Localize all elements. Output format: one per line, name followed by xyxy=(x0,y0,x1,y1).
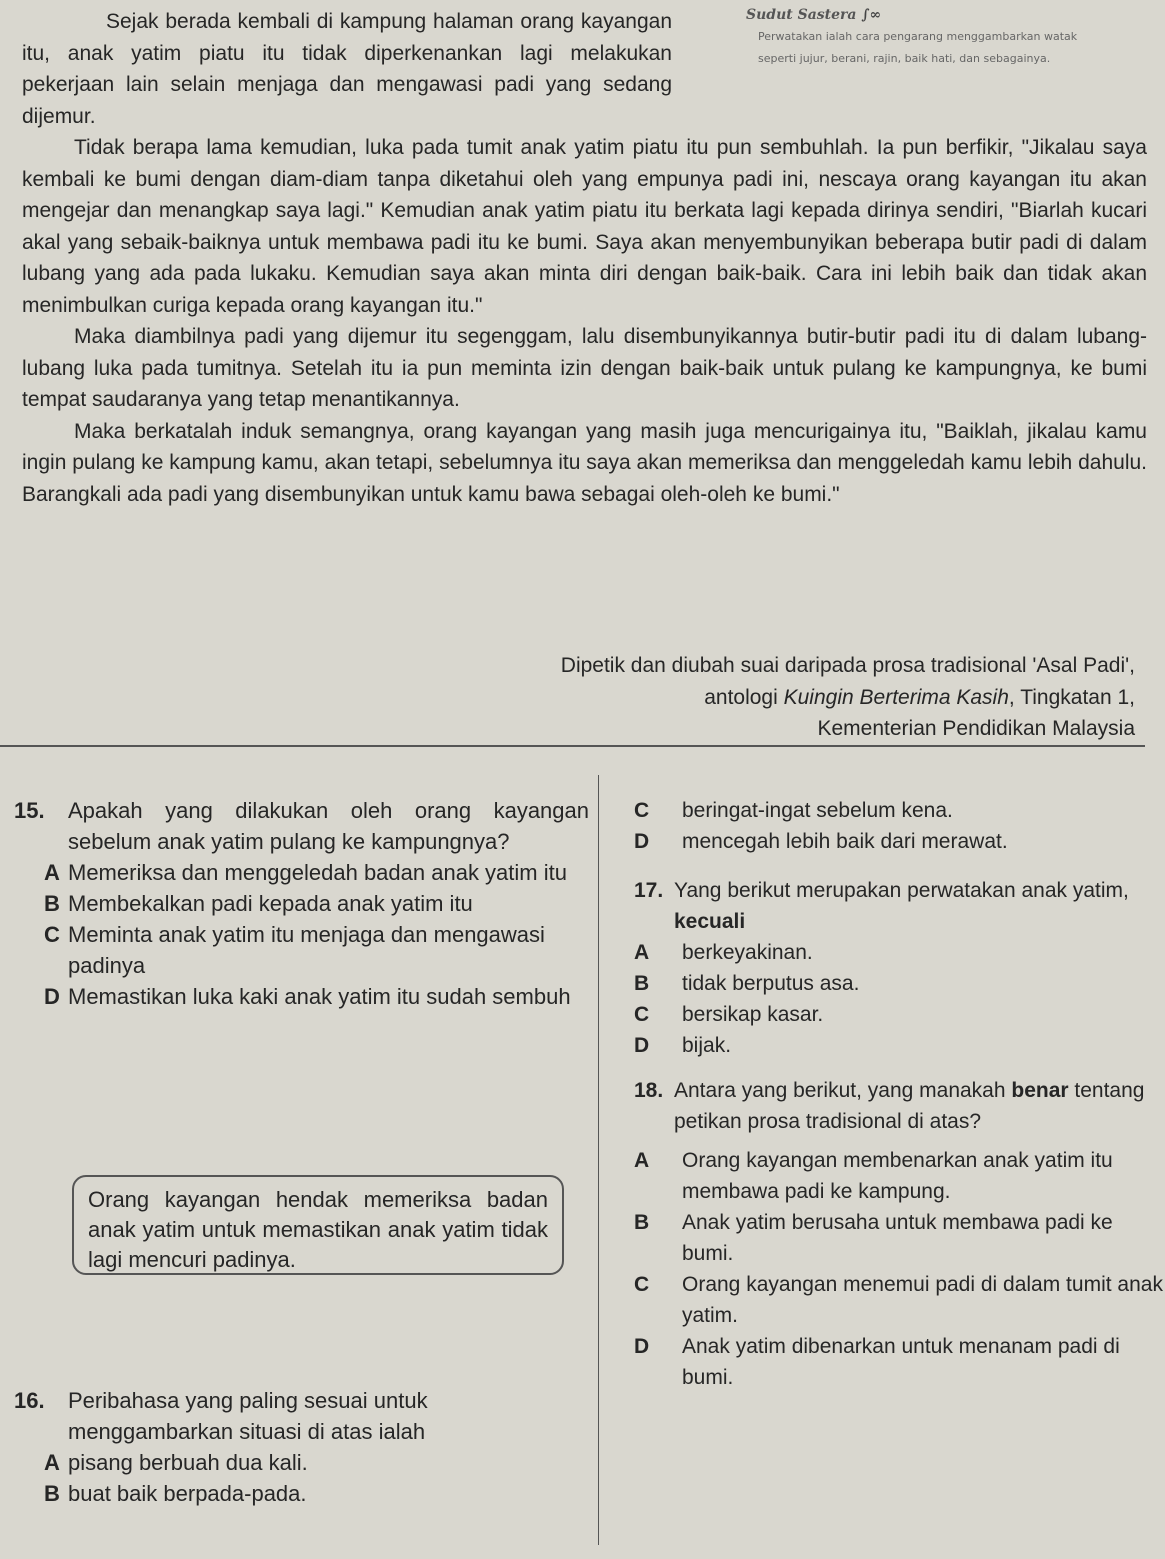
option-c[interactable] xyxy=(14,919,589,981)
source-line: Kementerian Pendidikan Malaysia xyxy=(817,717,1135,740)
sidebar-title-text: Sudut Sastera xyxy=(746,7,857,23)
question-column-left xyxy=(14,795,589,1012)
option-letter: C xyxy=(44,922,60,947)
option-text: Memeriksa dan menggeledah badan anak yatim itu xyxy=(68,860,567,885)
source-book-title: Kuingin Berterima Kasih xyxy=(783,685,1009,709)
option-c[interactable] xyxy=(634,999,1164,1030)
source-prefix: antologi xyxy=(704,685,784,709)
option-letter: D xyxy=(44,984,60,1009)
question-column-left-lower xyxy=(14,1385,589,1509)
question-stem: Apakah yang dilakukan oleh orang kayangan sebelum anak yatim pulang ke kampungnya? xyxy=(68,798,589,854)
stem-text: tentang petikan prosa tradisional di atas? xyxy=(674,1079,1145,1133)
option-letter: A xyxy=(44,860,60,885)
option-text: beringat-ingat sebelum kena. xyxy=(682,799,953,822)
column-divider xyxy=(598,775,599,1545)
option-letter: C xyxy=(634,1003,650,1026)
option-letter: C xyxy=(634,1273,650,1296)
option-text: Meminta anak yatim itu menjaga dan mengawasi padinya xyxy=(68,922,545,978)
question-16-continued xyxy=(634,795,1164,857)
stem-text: Yang berikut merupakan perwatakan anak yatim, xyxy=(674,879,1129,902)
option-text: bersikap kasar. xyxy=(682,1003,824,1026)
question-stem xyxy=(674,875,1164,937)
option-letter: B xyxy=(634,972,650,995)
option-b[interactable] xyxy=(634,1207,1164,1269)
option-c[interactable] xyxy=(634,795,1164,826)
option-text: Membekalkan padi kepada anak yatim itu xyxy=(68,891,473,916)
option-letter: A xyxy=(634,1149,650,1172)
question-number: 17. xyxy=(634,879,664,902)
question-15 xyxy=(14,795,589,1012)
question-18 xyxy=(634,1075,1164,1393)
situation-statement-box: Orang kayangan hendak memeriksa badan anak yatim untuk memastikan anak yatim tidak lagi mencuri padinya. xyxy=(72,1175,564,1275)
option-text: Anak yatim berusaha untuk membawa padi ke bumi. xyxy=(682,1211,1113,1265)
option-a[interactable] xyxy=(14,857,589,888)
source-line: Dipetik dan diubah suai daripada prosa tradisional 'Asal Padi', xyxy=(560,654,1135,677)
question-column-right xyxy=(634,795,1164,1393)
stem-emphasis: kecuali xyxy=(674,910,746,933)
option-text: berkeyakinan. xyxy=(682,941,813,964)
option-letter: A xyxy=(634,941,650,964)
passage-paragraph: Maka diambilnya padi yang dijemur itu segenggam, lalu disembunyikannya butir-butir padi itu di dalam lubang-lubang luka pada tumitnya. Setelah itu ia pun meminta izin dengan baik-baik untuk pulang ke kampungnya, ke bumi tempat saudaranya yang tetap menantikannya. xyxy=(22,325,1147,411)
option-a[interactable] xyxy=(634,1145,1164,1207)
option-text: Anak yatim dibenarkan untuk menanam padi di bumi. xyxy=(682,1335,1120,1389)
option-b[interactable] xyxy=(14,1478,589,1509)
option-text: tidak berputus asa. xyxy=(682,972,860,995)
question-stem xyxy=(674,1075,1164,1137)
option-letter: A xyxy=(44,1450,60,1475)
passage-paragraph: Tidak berapa lama kemudian, luka pada tumit anak yatim piatu itu pun sembuhlah. Ia pun berfikir, "Jikalau saya kembali ke bumi dengan diam-diam tanpa diketahui oleh yang empunya padi ini, nescaya orang kayangan itu akan mengejar dan menangkap saya lagi." Kemudian anak yatim piatu itu berkata lagi kepada dirinya sendiri, "Biarlah kucari akal yang sebaik-baiknya untuk membawa padi itu ke bumi. Saya akan menyembunyikan beberapa butir padi di dalam lubang yang ada pada lukaku. Kemudian saya akan minta diri dengan baik-baik. Cara ini lebih baik dan tidak akan menimbulkan curiga kepada orang kayangan itu." xyxy=(22,136,1147,317)
option-letter: D xyxy=(634,830,650,853)
stem-emphasis: benar xyxy=(1011,1079,1069,1102)
option-text: Memastikan luka kaki anak yatim itu sudah sembuh xyxy=(68,984,571,1009)
scribble-icon: ∫∞ xyxy=(861,7,882,23)
question-number: 16. xyxy=(14,1388,45,1413)
option-letter: C xyxy=(634,799,650,822)
question-17 xyxy=(634,875,1164,1061)
option-a[interactable] xyxy=(634,937,1164,968)
passage-source xyxy=(435,650,1135,745)
option-text: Orang kayangan membenarkan anak yatim itu membawa padi ke kampung. xyxy=(682,1149,1113,1203)
option-letter: B xyxy=(634,1211,650,1234)
sidebar-text: Perwatakan ialah cara pengarang menggambarkan watak seperti jujur, berani, rajin, baik hati, dan sebagainya. xyxy=(758,30,1078,65)
question-stem: Peribahasa yang paling sesuai untuk menggambarkan situasi di atas ialah xyxy=(68,1388,428,1444)
option-letter: D xyxy=(634,1034,650,1057)
stem-text: Antara yang berikut, yang manakah xyxy=(674,1079,1012,1102)
source-line xyxy=(435,682,1135,714)
question-16 xyxy=(14,1385,589,1509)
option-b[interactable] xyxy=(14,888,589,919)
option-letter: B xyxy=(44,891,60,916)
option-d[interactable] xyxy=(634,1030,1164,1061)
question-number: 15. xyxy=(14,798,45,823)
source-suffix: , Tingkatan 1, xyxy=(1008,685,1135,709)
question-number: 18. xyxy=(634,1079,664,1102)
option-d[interactable] xyxy=(634,826,1164,857)
option-c[interactable] xyxy=(634,1269,1164,1331)
prose-passage xyxy=(22,6,1147,510)
option-text: mencegah lebih baik dari merawat. xyxy=(682,830,1008,853)
option-text: buat baik berpada-pada. xyxy=(68,1481,307,1506)
option-d[interactable] xyxy=(14,981,589,1012)
passage-paragraph: Maka berkatalah induk semangnya, orang kayangan yang masih juga mencurigainya itu, "Baiklah, jikalau kamu ingin pulang ke kampung kamu, akan tetapi, sebelumnya itu saya akan memeriksa dan menggeledah kamu lebih dahulu. Barangkali ada padi yang disembunyikan untuk kamu bawa sebagai oleh-oleh ke bumi." xyxy=(22,419,1147,506)
option-text: pisang berbuah dua kali. xyxy=(68,1450,308,1475)
option-text: Orang kayangan menemui padi di dalam tumit anak yatim. xyxy=(682,1273,1163,1327)
section-divider xyxy=(0,745,1145,747)
option-text: bijak. xyxy=(682,1034,732,1057)
option-b[interactable] xyxy=(634,968,1164,999)
passage-paragraph: Sejak berada kembali di kampung halaman orang kayangan itu, anak yatim piatu itu tidak diperkenankan lagi melakukan pekerjaan lain selain menjaga dan mengawasi padi yang sedang dijemur. xyxy=(22,10,672,128)
option-letter: D xyxy=(634,1335,650,1358)
option-letter: B xyxy=(44,1481,60,1506)
option-d[interactable] xyxy=(634,1331,1164,1393)
option-a[interactable] xyxy=(14,1447,589,1478)
